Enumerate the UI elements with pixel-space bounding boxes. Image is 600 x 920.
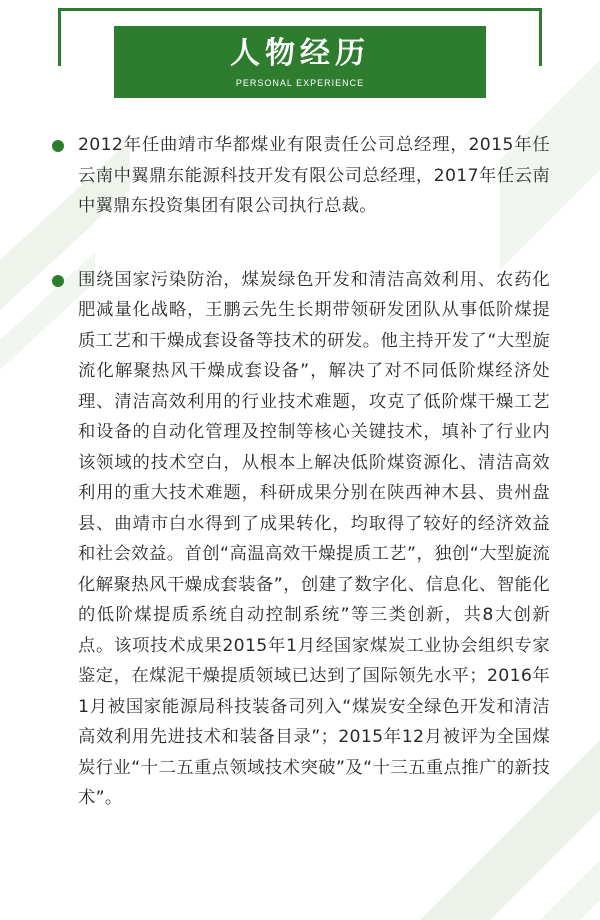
section-header <box>114 26 486 98</box>
section-subtitle: PERSONAL EXPERIENCE <box>235 78 365 88</box>
list-item <box>50 130 550 222</box>
list-item-text: 围绕国家污染防治，煤炭绿色开发和清洁高效利用、农药化肥减量化战略，王鹏云先生长期带领研发团队从事低阶煤提质工艺和干燥成套设备等技术的研发。他主持开发了“大型旋流化解聚热风干燥成套设备”，解决了对不同低阶煤经济处理、清洁高效利用的行业技术难题，攻克了低阶煤干燥工艺和设备的自动化管理及控制等核心关键技术，填补了行业内该领域的技术空白，从根本上解决低阶煤资源化、清洁高效利用的重大技术难题，科研成果分别在陕西神木县、贵州盘县、曲靖市白水得到了成果转化，均取得了较好的经济效益和社会效益。首创“高温高效干燥提质工艺”，独创“大型旋流化解聚热风干燥成套装备”，创建了数字化、信息化、智能化的低阶煤提质系统自动控制系统”等三类创新，共8大创新点。该项技术成果2015年1月经国家煤炭工业协会组织专家鉴定，在煤泥干燥提质领域已达到了国际领先水平；2016年1月被国家能源局科技装备司列入“煤炭安全绿色开发和清洁高效利用先进技术和装备目录”；2015年12月被评为全国煤炭行业“十二五重点领域技术突破”及“十三五重点推广的新技术”。 <box>78 269 550 808</box>
bullet-dot-icon <box>52 275 64 287</box>
experience-list <box>50 130 550 814</box>
list-item <box>50 265 550 814</box>
list-item-text: 2012年任曲靖市华都煤业有限责任公司总经理，2015年任云南中翼鼎东能源科技开发有限公司总经理，2017年任云南中翼鼎东投资集团有限公司执行总裁。 <box>78 135 550 216</box>
section-title: 人物经历 <box>230 36 370 71</box>
bullet-dot-icon <box>52 140 64 152</box>
